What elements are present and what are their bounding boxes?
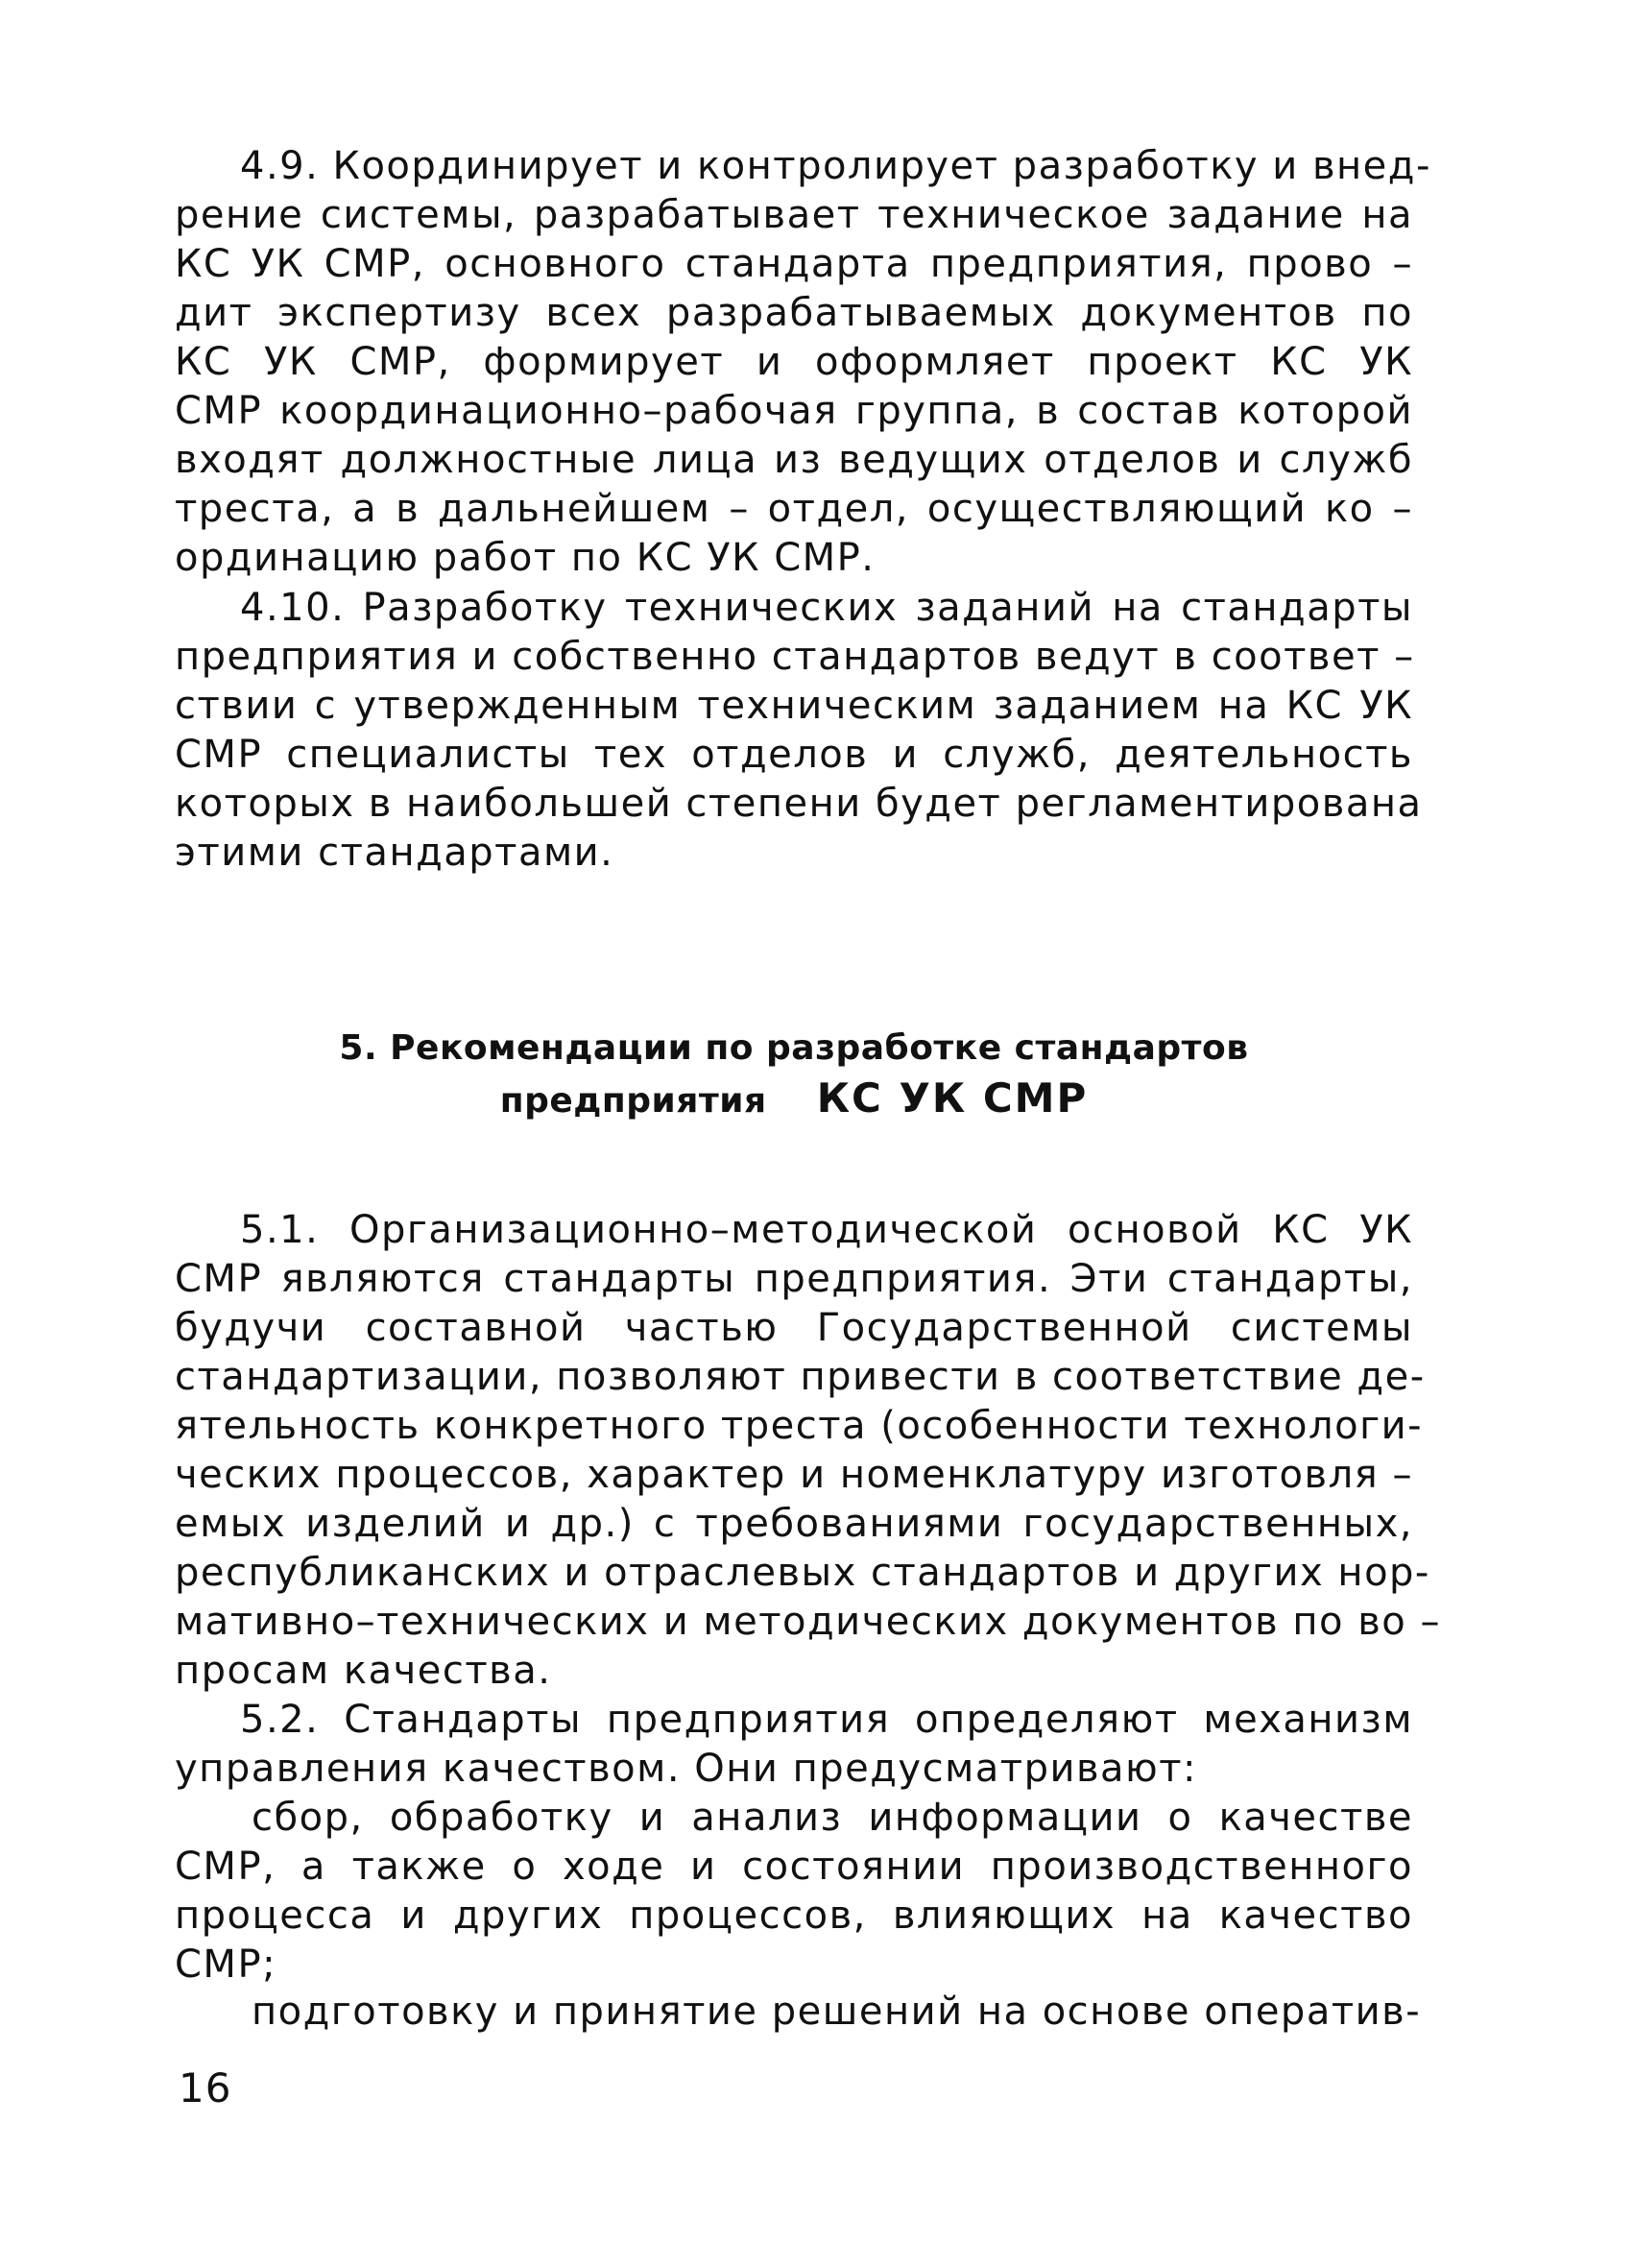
text-line: будучи составной частью Государственной системы <box>175 1306 1413 1350</box>
text-line: мативно–технических и методических документов по во – <box>175 1600 1441 1644</box>
text-line: входят должностные лица из ведущих отделов и служб <box>175 438 1413 482</box>
text-line: подготовку и принятие решений на основе оператив- <box>252 1990 1422 2034</box>
text-line: просам качества. <box>175 1649 552 1693</box>
heading-line: 5. Рекомендации по разработке стандартов <box>339 1028 1249 1068</box>
text-line: СМР; <box>175 1942 277 1987</box>
section-heading <box>175 1024 1413 1126</box>
text-line: дит экспертизу всех разрабатываемых документов по <box>175 291 1413 335</box>
text-line: предприятия и собственно стандартов ведут в соответ – <box>175 635 1415 679</box>
text-line: емых изделий и др.) с требованиями государственных, <box>175 1502 1413 1546</box>
text-line: СМР координационно–рабочая группа, в состав которой <box>175 389 1413 433</box>
text-line: этими стандартами. <box>175 831 614 875</box>
heading-code: КС УК СМР <box>816 1074 1089 1122</box>
text-line: управления качеством. Они предусматривают: <box>175 1747 1197 1791</box>
text-line: ческих процессов, характер и номенклатуру изготовля – <box>175 1453 1413 1497</box>
paragraph-5-1 <box>175 1206 1441 1696</box>
text-line: КС УК СМР, основного стандарта предприятия, прово – <box>175 242 1413 286</box>
page-number: 16 <box>179 2064 232 2111</box>
text-line: треста, а в дальнейшем – отдел, осуществляющий ко – <box>175 487 1413 531</box>
text-line: 5.2. Стандарты предприятия определяют механизм <box>240 1698 1413 1742</box>
paragraph-4-10 <box>175 584 1423 878</box>
text-line: ординацию работ по КС УК СМР. <box>175 536 876 580</box>
text-line: которых в наибольшей степени будет регламентирована <box>175 782 1423 826</box>
text-line: СМР являются стандарты предприятия. Эти стандарты, <box>175 1257 1413 1301</box>
text-line: СМР специалисты тех отделов и служб, деятельность <box>175 733 1413 777</box>
text-line: СМР, а также о ходе и состоянии производственного <box>175 1845 1413 1889</box>
text-line: республиканских и отраслевых стандартов и других нор- <box>175 1551 1430 1595</box>
text-line: ятельность конкретного треста (особенности технологи- <box>175 1404 1424 1448</box>
text-line: ствии с утвержденным техническим заданием на КС УК <box>175 684 1413 728</box>
text-line: КС УК СМР, формирует и оформляет проект КС УК <box>175 340 1413 384</box>
text-line: стандартизации, позволяют привести в соответствие де- <box>175 1355 1426 1399</box>
text-line: рение системы, разрабатывает техническое задание на <box>175 193 1413 237</box>
paragraph-5-2 <box>175 1696 1413 1794</box>
heading-line <box>175 1074 1413 1126</box>
paragraph-4-9 <box>175 142 1431 583</box>
text-line: процесса и других процессов, влияющих на качество <box>175 1894 1413 1938</box>
text-line: 4.9. Координирует и контролирует разработку и внед- <box>240 144 1431 188</box>
list-item <box>175 1794 1413 1990</box>
text-line: сбор, обработку и анализ информации о качестве <box>252 1796 1413 1840</box>
text-line: 4.10. Разработку технических заданий на стандарты <box>240 586 1413 630</box>
text-line: 5.1. Организационно–методической основой КС УК <box>240 1208 1413 1252</box>
heading-word: предприятия <box>499 1081 767 1121</box>
list-item <box>175 1988 1422 2037</box>
